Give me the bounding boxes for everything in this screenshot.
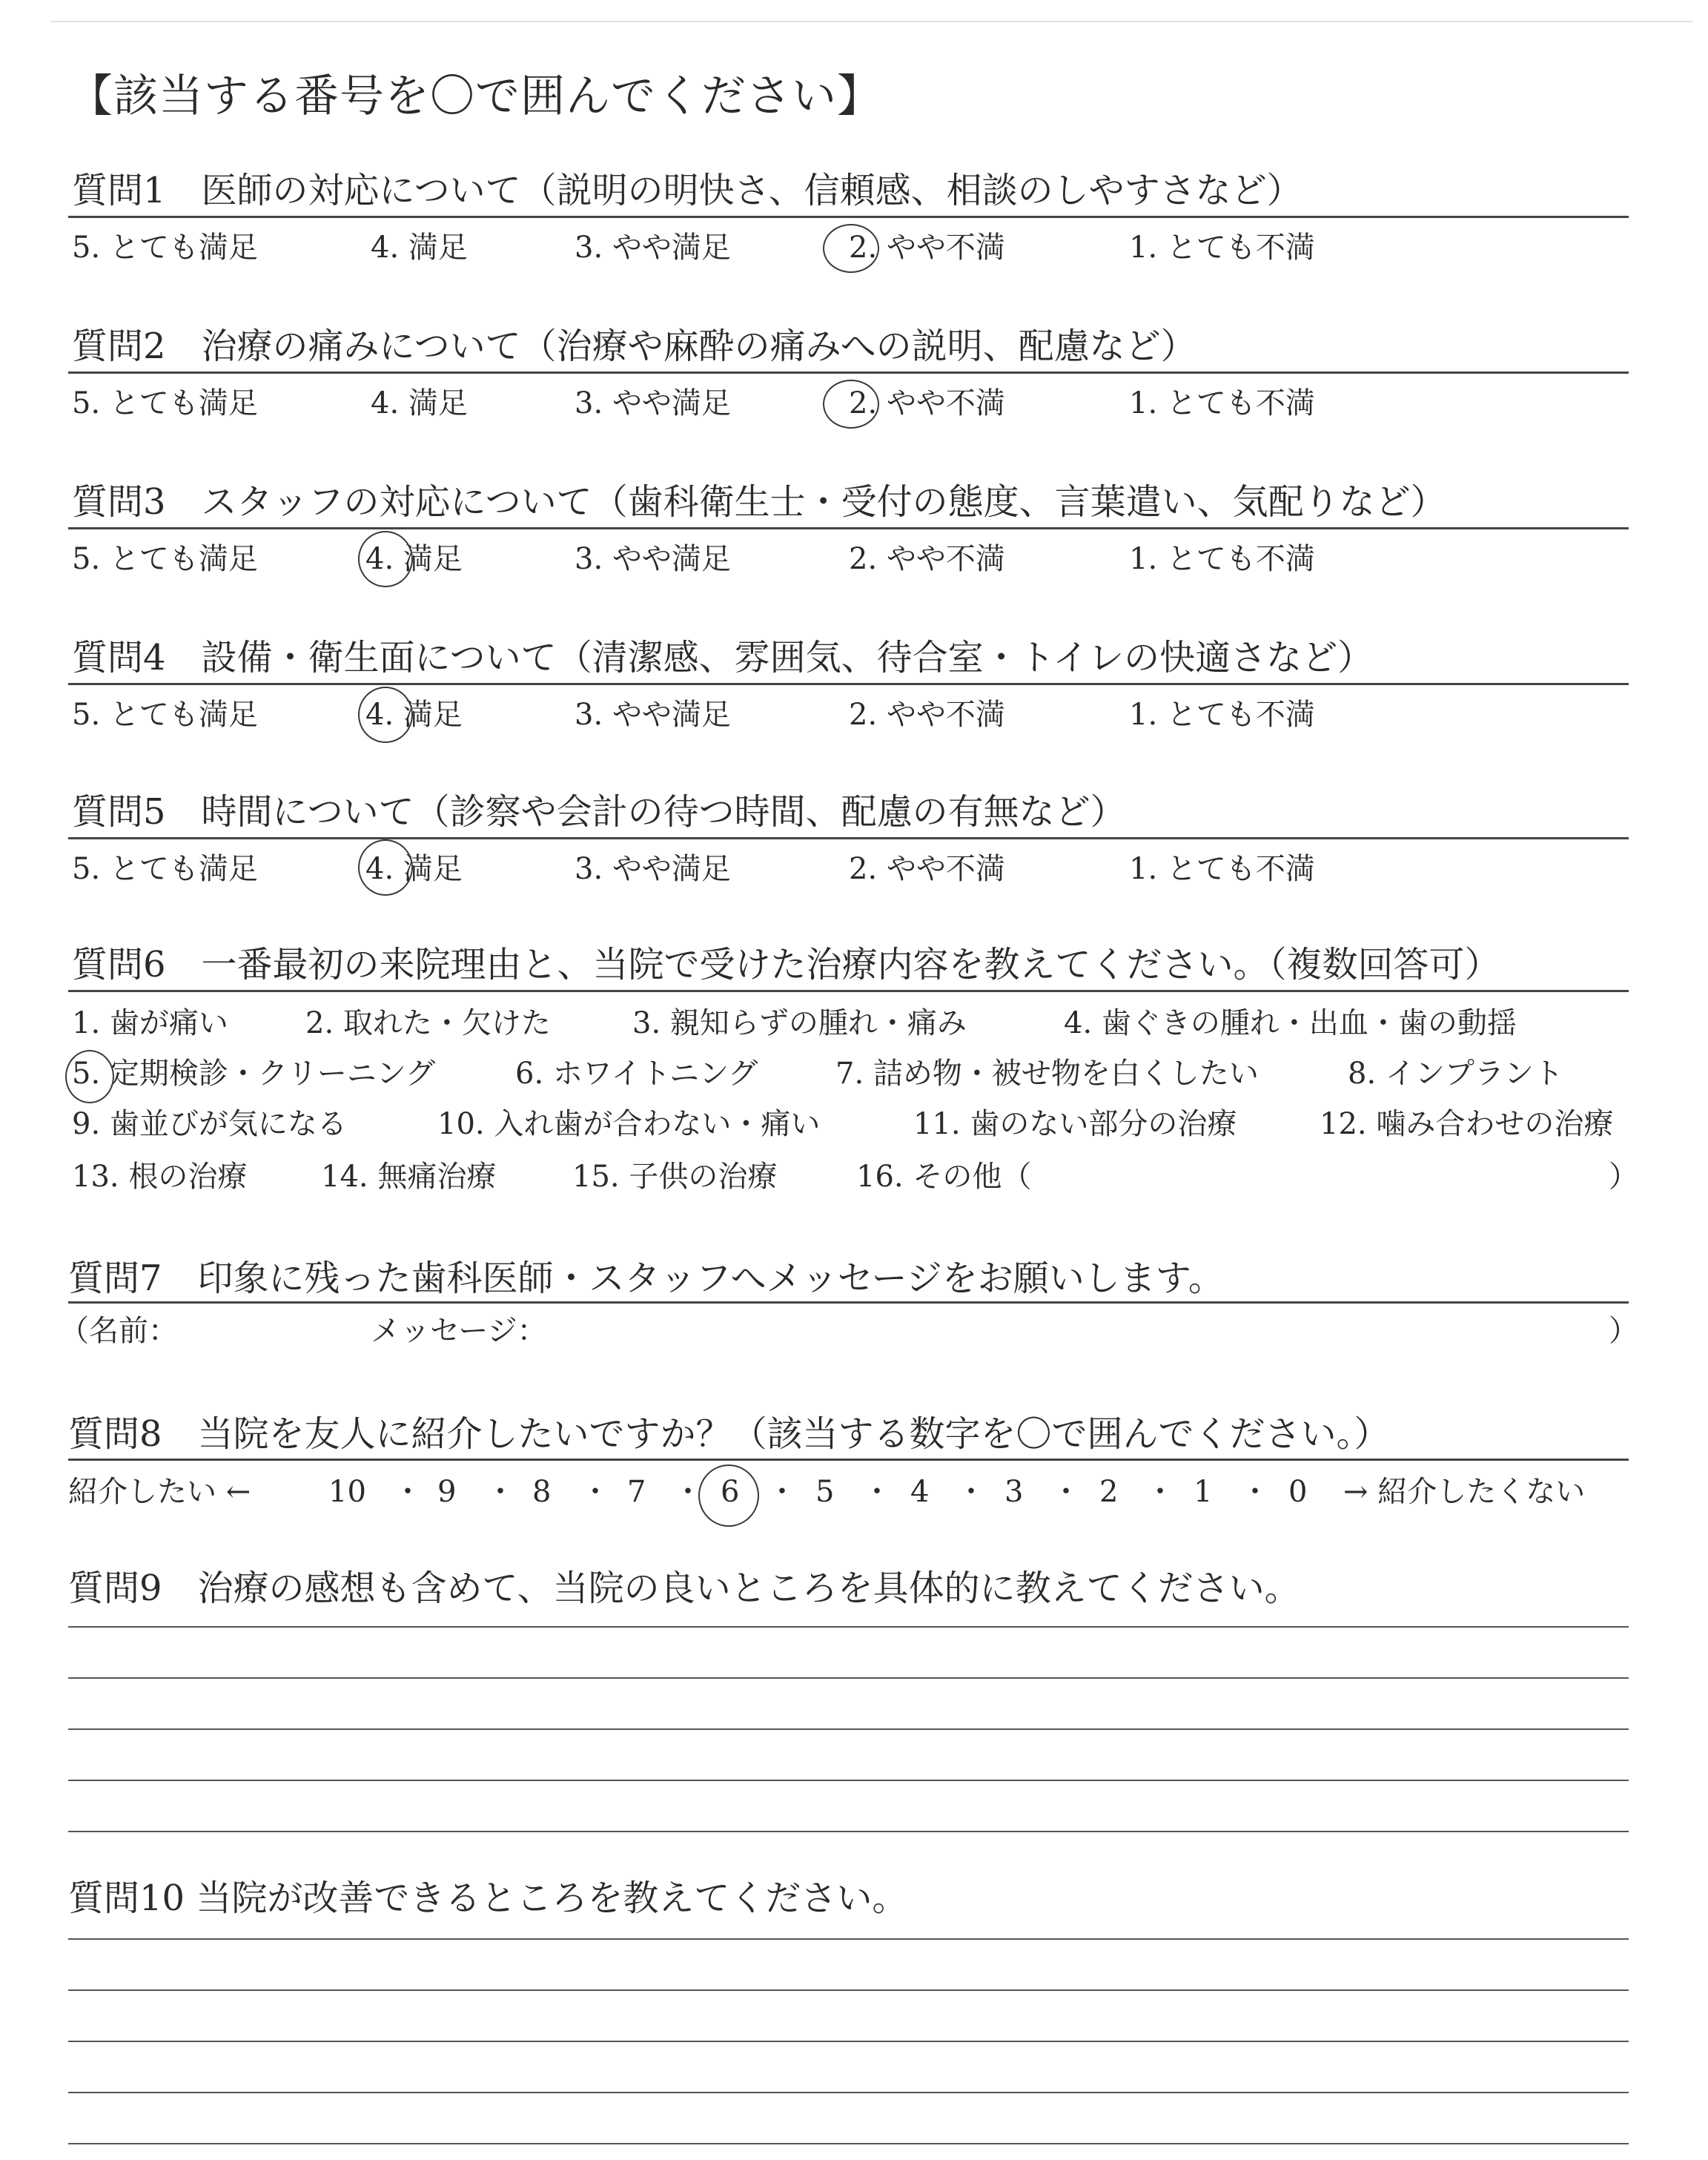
q8-score-0[interactable]: 0 <box>1288 1475 1308 1509</box>
question-6-rule <box>68 990 1629 992</box>
q4-option-3[interactable]: 3. やや満足 <box>575 698 731 732</box>
q8-dot: ・ <box>767 1475 797 1509</box>
question-8-rule <box>68 1459 1629 1461</box>
q2-option-3[interactable]: 3. やや満足 <box>575 386 731 420</box>
q4-option-4[interactable]: 4. 満足 <box>365 698 463 732</box>
q9-writing-line <box>68 1728 1629 1730</box>
q6-other-close-paren: ） <box>1609 1160 1638 1194</box>
q9-writing-line <box>68 1626 1629 1628</box>
question-4-title: 質問4 設備・衛生面について（清潔感、雰囲気、待合室・トイレの快適さなど） <box>72 637 1374 678</box>
q1-option-2[interactable]: 2. やや不満 <box>849 231 1005 265</box>
q7-name-label: （名前： <box>59 1314 178 1348</box>
question-1-title: 質問1 医師の対応について（説明の明快さ、信頼感、相談のしやすさなど） <box>72 170 1302 211</box>
q3-option-4[interactable]: 4. 満足 <box>365 542 463 576</box>
q7-close-paren: ） <box>1609 1314 1638 1348</box>
question-6-title: 質問6 一番最初の来院理由と、当院で受けた治療内容を教えてください。（複数回答可） <box>72 944 1500 985</box>
q9-writing-line <box>68 1677 1629 1679</box>
q3-option-1[interactable]: 1. とても不満 <box>1129 542 1315 576</box>
page-top-rule <box>50 21 1693 22</box>
q5-option-2[interactable]: 2. やや不満 <box>849 852 1005 886</box>
q8-score-7[interactable]: 7 <box>627 1475 646 1509</box>
q6-option-8[interactable]: 8. インプラント <box>1348 1057 1563 1091</box>
q2-option-4[interactable]: 4. 満足 <box>371 386 468 420</box>
q8-dot: ・ <box>580 1475 610 1509</box>
q3-option-2[interactable]: 2. やや不満 <box>849 542 1005 576</box>
q8-score-8[interactable]: 8 <box>532 1475 552 1509</box>
question-7-title: 質問7 印象に残った歯科医師・スタッフへメッセージをお願いします。 <box>68 1258 1224 1299</box>
q4-answer-circle <box>358 687 413 743</box>
question-3-title: 質問3 スタッフの対応について（歯科衛生士・受付の態度、言葉遣い、気配りなど） <box>72 481 1446 523</box>
q3-option-5[interactable]: 5. とても満足 <box>72 542 258 576</box>
question-4-rule <box>68 683 1629 685</box>
q6-option-5[interactable]: 5. 定期検診・クリーニング <box>72 1057 436 1091</box>
q8-dot: ・ <box>673 1475 703 1509</box>
q8-score-6[interactable]: 6 <box>721 1475 740 1509</box>
q1-answer-circle <box>823 224 879 273</box>
q5-answer-circle <box>358 839 413 896</box>
question-8-title: 質問8 当院を友人に紹介したいですか？（該当する数字を〇で囲んでください。） <box>68 1413 1390 1455</box>
q6-option-12[interactable]: 12. 噛み合わせの治療 <box>1320 1107 1614 1141</box>
q4-option-2[interactable]: 2. やや不満 <box>849 698 1005 732</box>
q8-recommend-left-label: 紹介したい ← <box>68 1475 251 1509</box>
q8-score-3[interactable]: 3 <box>1004 1475 1024 1509</box>
q6-answer-circle <box>65 1050 114 1103</box>
q5-option-3[interactable]: 3. やや満足 <box>575 852 731 886</box>
form-instructions-header: 【該当する番号を〇で囲んでください】 <box>68 70 882 122</box>
q8-score-5[interactable]: 5 <box>815 1475 835 1509</box>
q8-dot: ・ <box>1145 1475 1175 1509</box>
q1-option-3[interactable]: 3. やや満足 <box>575 231 731 265</box>
q8-score-10[interactable]: 10 <box>328 1475 366 1509</box>
q1-option-1[interactable]: 1. とても不満 <box>1129 231 1315 265</box>
q8-dot: ・ <box>862 1475 892 1509</box>
q2-answer-circle <box>823 380 879 429</box>
q2-option-5[interactable]: 5. とても満足 <box>72 386 258 420</box>
q6-option-7[interactable]: 7. 詰め物・被せ物を白くしたい <box>835 1057 1259 1091</box>
q4-option-5[interactable]: 5. とても満足 <box>72 698 258 732</box>
q6-option-4[interactable]: 4. 歯ぐきの腫れ・出血・歯の動揺 <box>1064 1006 1517 1040</box>
q8-dot: ・ <box>1051 1475 1081 1509</box>
q8-dot: ・ <box>956 1475 986 1509</box>
question-5-rule <box>68 837 1629 839</box>
q8-dot: ・ <box>486 1475 515 1509</box>
q8-score-2[interactable]: 2 <box>1099 1475 1119 1509</box>
q10-writing-line <box>68 1938 1629 1940</box>
q6-option-11[interactable]: 11. 歯のない部分の治療 <box>913 1107 1237 1141</box>
q6-option-2[interactable]: 2. 取れた・欠けた <box>305 1006 551 1040</box>
q6-option-9[interactable]: 9. 歯並びが気になる <box>72 1107 347 1141</box>
q2-option-1[interactable]: 1. とても不満 <box>1129 386 1315 420</box>
q6-option-3[interactable]: 3. 親知らずの腫れ・痛み <box>632 1006 967 1040</box>
q3-answer-circle <box>358 531 413 587</box>
q6-option-10[interactable]: 10. 入れ歯が合わない・痛い <box>437 1107 821 1141</box>
q9-writing-line <box>68 1780 1629 1781</box>
question-1-rule <box>68 216 1629 218</box>
q10-writing-line <box>68 2143 1629 2144</box>
q10-writing-line <box>68 1989 1629 1991</box>
question-2-title: 質問2 治療の痛みについて（治療や麻酔の痛みへの説明、配慮など） <box>72 326 1196 367</box>
q3-option-3[interactable]: 3. やや満足 <box>575 542 731 576</box>
q10-writing-line <box>68 2041 1629 2042</box>
q5-option-4[interactable]: 4. 満足 <box>365 852 463 886</box>
q5-option-1[interactable]: 1. とても不満 <box>1129 852 1315 886</box>
q6-option-6[interactable]: 6. ホワイトニング <box>515 1057 758 1091</box>
question-5-title: 質問5 時間について（診察や会計の待つ時間、配慮の有無など） <box>72 791 1126 833</box>
q8-dot: ・ <box>393 1475 423 1509</box>
question-9-title: 質問9 治療の感想も含めて、当院の良いところを具体的に教えてください。 <box>68 1568 1300 1609</box>
q8-score-4[interactable]: 4 <box>910 1475 930 1509</box>
q1-option-5[interactable]: 5. とても満足 <box>72 231 258 265</box>
question-2-rule <box>68 371 1629 374</box>
q10-writing-line <box>68 2092 1629 2093</box>
q8-recommend-right-label: → 紹介したくない <box>1343 1475 1586 1509</box>
q8-score-9[interactable]: 9 <box>437 1475 457 1509</box>
q2-option-2[interactable]: 2. やや不満 <box>849 386 1005 420</box>
q8-dot: ・ <box>1240 1475 1270 1509</box>
q9-writing-line <box>68 1831 1629 1832</box>
q4-option-1[interactable]: 1. とても不満 <box>1129 698 1315 732</box>
q6-option-13[interactable]: 13. 根の治療 <box>72 1160 248 1194</box>
q8-score-1[interactable]: 1 <box>1194 1475 1213 1509</box>
q6-option-1[interactable]: 1. 歯が痛い <box>72 1006 228 1040</box>
q5-option-5[interactable]: 5. とても満足 <box>72 852 258 886</box>
q7-message-label: メッセージ： <box>371 1314 547 1348</box>
q6-option-14[interactable]: 14. 無痛治療 <box>321 1160 497 1194</box>
question-10-title: 質問10 当院が改善できるところを教えてください。 <box>68 1877 908 1919</box>
question-7-rule <box>68 1301 1629 1304</box>
q6-option-16-other[interactable]: 16. その他（ <box>856 1160 1032 1194</box>
q1-option-4[interactable]: 4. 満足 <box>371 231 468 265</box>
q8-answer-circle <box>698 1464 759 1527</box>
question-3-rule <box>68 527 1629 529</box>
q6-option-15[interactable]: 15. 子供の治療 <box>572 1160 778 1194</box>
